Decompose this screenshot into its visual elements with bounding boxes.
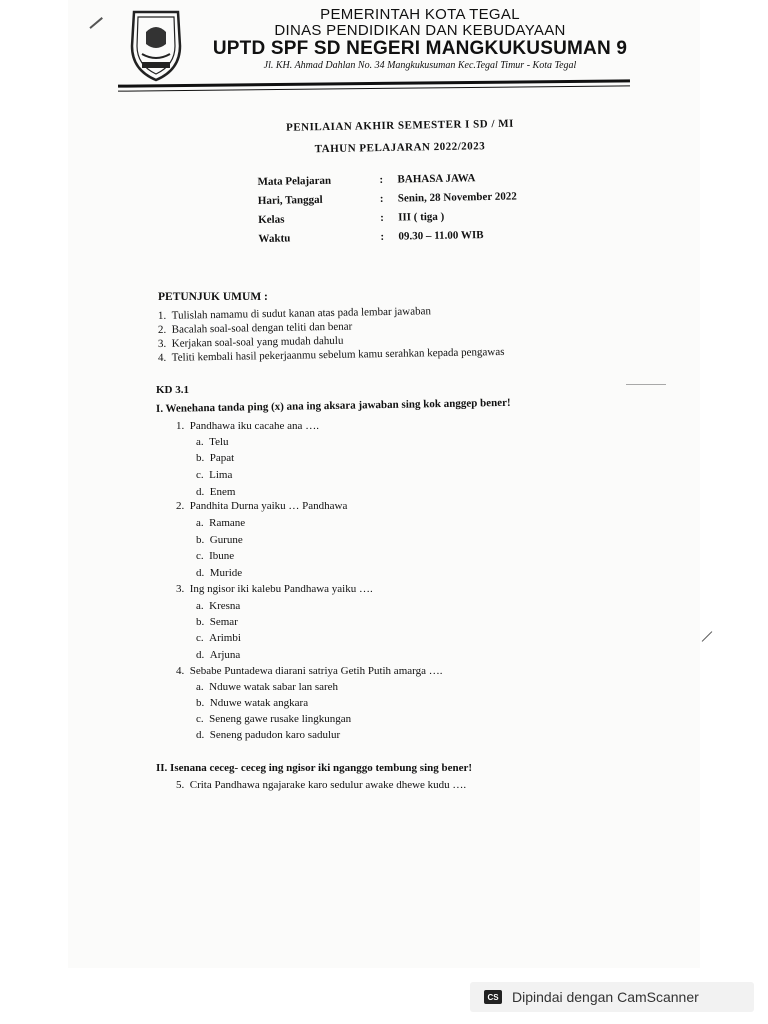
answer-option — [196, 486, 235, 498]
camscanner-watermark — [470, 982, 754, 1012]
question — [176, 779, 466, 791]
option-letter: c. — [196, 550, 204, 562]
question-number: 4. — [176, 665, 185, 677]
option-letter: b. — [196, 697, 205, 709]
tegal-city-emblem-icon — [126, 6, 186, 84]
exam-year: TAHUN PELAJARAN 2022/2023 — [314, 140, 486, 156]
option-letter: b. — [196, 616, 205, 628]
option-text: Lima — [209, 469, 233, 481]
option-text: Enem — [209, 486, 236, 498]
instructions-heading: PETUNJUK UMUM : — [158, 291, 268, 303]
question-number: 1. — [176, 420, 185, 432]
exam-meta-table — [257, 167, 558, 248]
question — [176, 500, 347, 512]
meta-colon: : — [379, 192, 384, 205]
camscanner-text: Dipindai dengan CamScanner — [512, 989, 699, 1005]
option-letter: d. — [196, 729, 205, 741]
section1-heading: I. Wenehana tanda ping (x) ana ing aksara jawaban sing kok anggep bener! — [155, 396, 511, 415]
option-text: Telu — [209, 436, 229, 448]
kd-label: KD 3.1 — [156, 384, 189, 396]
question-number: 3. — [176, 583, 185, 595]
header-address: Jl. KH. Ahmad Dahlan No. 34 Mangkukusuman Kec.Tegal Timur - Kota Tegal — [263, 60, 577, 71]
question-number: 5. — [176, 779, 185, 791]
camscanner-logo-icon: CS — [484, 990, 502, 1004]
option-text: Kresna — [209, 600, 241, 612]
question-text: Ing ngisor iki kalebu Pandhawa yaiku …. — [189, 583, 373, 595]
question-text: Sebabe Puntadewa diarani satriya Getih Putih amarga …. — [189, 665, 443, 677]
option-letter: d. — [196, 649, 205, 661]
answer-option — [196, 469, 232, 481]
answer-option — [196, 713, 351, 725]
instruction-text: Tulislah namamu di sudut kanan atas pada lembar jawaban — [171, 305, 432, 322]
option-letter: c. — [196, 713, 204, 725]
option-letter: c. — [196, 632, 204, 644]
answer-option — [196, 517, 245, 529]
section2-heading: II. Isenana ceceg- ceceg ing ngisor iki nganggo tembung sing bener! — [156, 762, 473, 774]
header-school-name: UPTD SPF SD NEGERI MANGKUKUSUMAN 9 — [212, 38, 628, 59]
instruction-number: 1. — [157, 309, 167, 322]
answer-option — [196, 697, 308, 709]
instruction-text: Teliti kembali hasil pekerjaanmu sebelum kamu serahkan kepada pengawas — [171, 345, 505, 364]
option-text: Ramane — [209, 517, 246, 529]
answer-option — [196, 600, 240, 612]
question-number: 2. — [176, 500, 185, 512]
answer-option — [196, 649, 240, 661]
instruction-text: Kerjakan soal-soal yang mudah dahulu — [171, 334, 344, 350]
instruction-number: 4. — [157, 351, 167, 364]
option-text: Seneng gawe rusake lingkungan — [209, 713, 352, 725]
option-text: Papat — [209, 452, 235, 464]
answer-option — [196, 729, 340, 741]
instruction-text: Bacalah soal-soal dengan teliti dan benar — [171, 320, 353, 336]
option-text: Seneng padudon karo sadulur — [209, 729, 341, 741]
meta-key: Hari, Tanggal — [257, 193, 323, 207]
option-letter: d. — [196, 567, 205, 579]
exam-title: PENILAIAN AKHIR SEMESTER I SD / MI — [285, 117, 515, 134]
meta-key: Waktu — [258, 231, 291, 245]
answer-option — [196, 632, 241, 644]
meta-key: Kelas — [258, 213, 285, 226]
option-letter: a. — [196, 517, 204, 529]
option-text: Muride — [209, 567, 243, 579]
answer-option — [196, 534, 243, 546]
question — [176, 420, 319, 432]
option-letter: b. — [196, 534, 205, 546]
option-letter: a. — [196, 600, 204, 612]
scan-speck — [626, 384, 666, 385]
meta-value: BAHASA JAWA — [397, 171, 476, 186]
question — [176, 583, 373, 595]
meta-colon: : — [379, 173, 384, 186]
meta-key: Mata Pelajaran — [257, 174, 332, 188]
option-text: Ibune — [209, 550, 235, 562]
header-department: DINAS PENDIDIKAN DAN KEBUDAYAAN — [274, 22, 566, 39]
answer-option — [196, 436, 229, 448]
question — [176, 665, 442, 677]
answer-option — [196, 616, 238, 628]
meta-value: III ( tiga ) — [398, 210, 445, 224]
option-text: Nduwe watak sabar lan sareh — [209, 681, 339, 693]
meta-colon: : — [380, 211, 384, 224]
option-letter: c. — [196, 469, 204, 481]
option-letter: d. — [196, 486, 205, 498]
option-text: Arjuna — [209, 649, 241, 661]
option-text: Semar — [209, 616, 238, 628]
option-text: Gurune — [209, 534, 243, 546]
header-government: PEMERINTAH KOTA TEGAL — [320, 6, 520, 23]
instruction-number: 3. — [157, 337, 167, 350]
answer-option — [196, 452, 234, 464]
instruction-number: 2. — [157, 323, 167, 336]
scan-speck — [702, 631, 713, 642]
answer-option — [196, 550, 234, 562]
meta-colon: : — [380, 230, 385, 243]
option-letter: a. — [196, 681, 204, 693]
option-letter: a. — [196, 436, 204, 448]
answer-option — [196, 681, 338, 693]
question-text: Pandhita Durna yaiku … Pandhawa — [189, 500, 348, 512]
option-text: Nduwe watak angkara — [209, 697, 309, 709]
answer-option — [196, 567, 242, 579]
meta-value: 09.30 – 11.00 WIB — [398, 228, 484, 243]
meta-value: Senin, 28 November 2022 — [397, 189, 517, 205]
option-letter: b. — [196, 452, 205, 464]
option-text: Arimbi — [209, 632, 241, 644]
question-text: Crita Pandhawa ngajarake karo sedulur awake dhewe kudu …. — [189, 779, 467, 791]
question-text: Pandhawa iku cacahe ana …. — [189, 420, 319, 432]
